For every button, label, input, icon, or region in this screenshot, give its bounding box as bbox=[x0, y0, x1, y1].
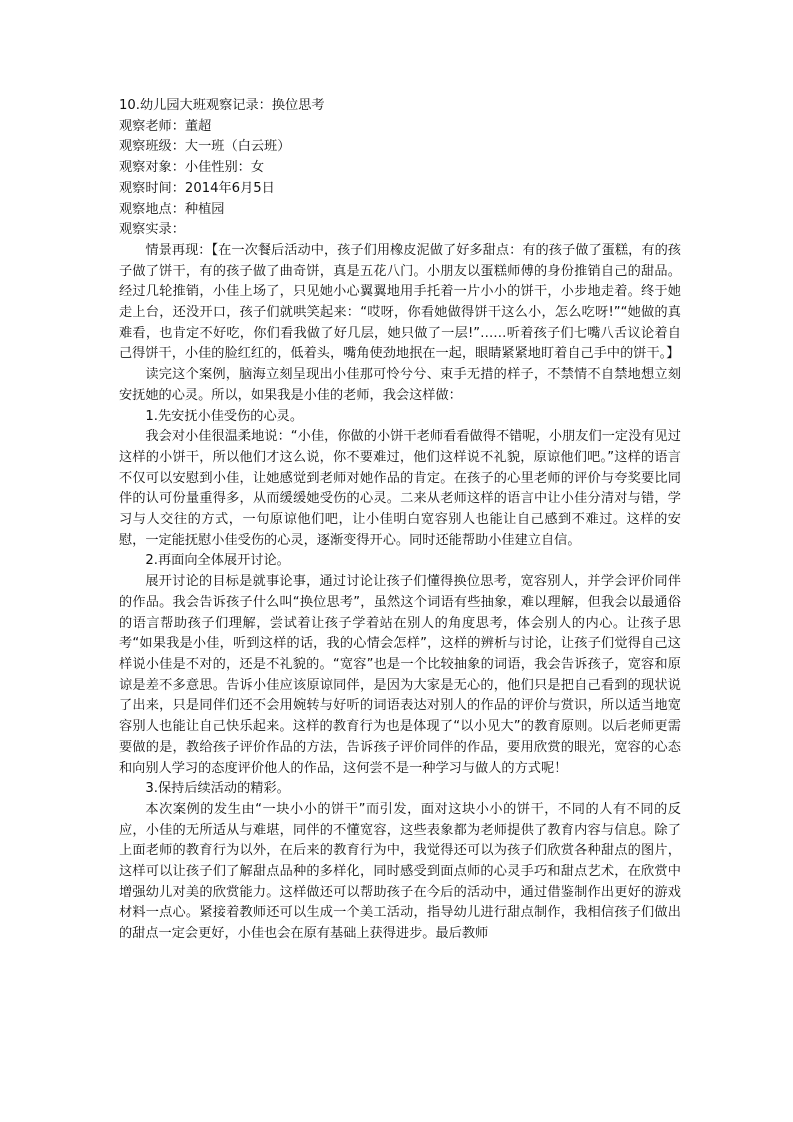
observation-time: 观察时间：2014年6月5日 bbox=[119, 180, 275, 196]
scene-paragraph: 情景再现：【在一次餐后活动中，孩子们用橡皮泥做了好多甜点：有的孩子做了蛋糕，有的孩子做了饼干，有的孩子做了曲奇饼，真是五花八门。小朋友以蛋糕师傅的身份推销自己的甜品。经过几轮推销，小佳上场了，只见她小心翼翼地用手托着一片小小的饼干，小步地走着。终于她走上台，还没开口，孩子们就哄笑起来：“哎呀，你看她做得饼干这么小，怎么吃呀!”“她做的真难看，也肯定不好吃，你们看我做了好几层，她只做了一层!”……听着孩子们七嘴八舌议论着自己得饼干，小佳的脸红红的，低着头，嘴角使劲地抿在一起，眼睛紧紧地盯着自己手中的饼干。】 bbox=[119, 242, 681, 362]
point-1-paragraph: 我会对小佳很温柔地说：“小佳，你做的小饼干老师看看做得不错呢，小朋友们一定没有见过这样的小饼干，所以他们才这么说，你不要难过，他们这样说不礼貌，原谅他们吧。”这样的语言不仅可以安慰到小佳，让她感觉到老师对她作品的肯定。在孩子的心里老师的评价与夸奖要比同伴的认可份量重得多，从而缓缓她受伤的心灵。二来从老师这样的语言中让小佳分清对与错，学习与人交往的方式，一句原谅他们吧，让小佳明白宽容别人也能让自己感到不难过。这样的安慰，一定能抚慰小佳受伤的心灵，逐渐变得开心。同时还能帮助小佳建立自信。 bbox=[119, 429, 681, 548]
observer-teacher: 观察老师：董超 bbox=[119, 118, 212, 134]
observation-record bbox=[119, 96, 681, 945]
observed-class: 观察班级：大一班（白云班） bbox=[119, 139, 291, 155]
point-2-heading: 2.再面向全体展开讨论。 bbox=[145, 553, 290, 569]
point-2-paragraph: 展开讨论的目标是就事论事，通过讨论让孩子们懂得换位思考，宽容别人，并学会评价同伴的作品。我会告诉孩子什么叫“换位思考”，虽然这个词语有些抽象，难以理解，但我会以最通俗的语言帮助孩子们理解，尝试着让孩子学着站在别人的角度思考，体会别人的内心。让孩子思考“如果我是小佳，听到这样的话，我的心情会怎样”，这样的辨析与讨论，让孩子们觉得自己这样说小佳是不对的，还是不礼貌的。“宽容”也是一个比较抽象的词语，我会告诉孩子，宽容和原谅是差不多意思。告诉小佳应该原谅同伴，是因为大家是无心的，他们只是把自己看到的现状说了出来，只是同伴们还不会用婉转与好听的词语表达对别人的作品的评价与赏识，所以适当地宽容别人也能让自己快乐起来。这样的教育行为也是体现了“以小见大”的教育原则。以后老师更需要做的是，教给孩子评价作品的方法，告诉孩子评价同伴的作品，要用欣赏的眼光，宽容的心态和向别人学习的态度评价他人的作品，这何尝不是一种学习与做人的方式呢！ bbox=[119, 574, 681, 776]
point-1-heading: 1.先安抚小佳受伤的心灵。 bbox=[145, 408, 304, 424]
observed-subject: 观察对象：小佳性别：女 bbox=[119, 160, 265, 176]
record-label: 观察实录： bbox=[119, 222, 185, 238]
point-3-heading: 3.保持后续活动的精彩。 bbox=[145, 781, 290, 797]
point-3-paragraph: 本次案例的发生由“一块小小的饼干”而引发，面对这块小小的饼干，不同的人有不同的反应，小佳的无所适从与难堪，同伴的不懂宽容，这些表象都为老师提供了教育内容与信息。除了上面老师的教育行为以外，在后来的教育行为中，我觉得还可以为孩子们欣赏各种甜点的图片，这样可以让孩子们了解甜点品种的多样化，同时感受到面点师的心灵手巧和甜点艺术，在欣赏中增强幼儿对美的欣赏能力。这样做还可以帮助孩子在今后的活动中，通过借鉴制作出更好的游戏材料一点心。紧接着教师还可以生成一个美工活动，指导幼儿进行甜点制作，我相信孩子们做出的甜点一定会更好，小佳也会在原有基础上获得进步。最后教师 bbox=[119, 801, 681, 942]
observation-place: 观察地点：种植园 bbox=[119, 201, 225, 217]
record-title: 10.幼儿园大班观察记录：换位思考 bbox=[119, 98, 325, 113]
reflection-paragraph: 读完这个案例，脑海立刻呈现出小佳那可怜兮兮、束手无措的样子，不禁情不自禁地想立刻安抚她的心灵。所以，如果我是小佳的老师，我会这样做： bbox=[119, 367, 681, 403]
